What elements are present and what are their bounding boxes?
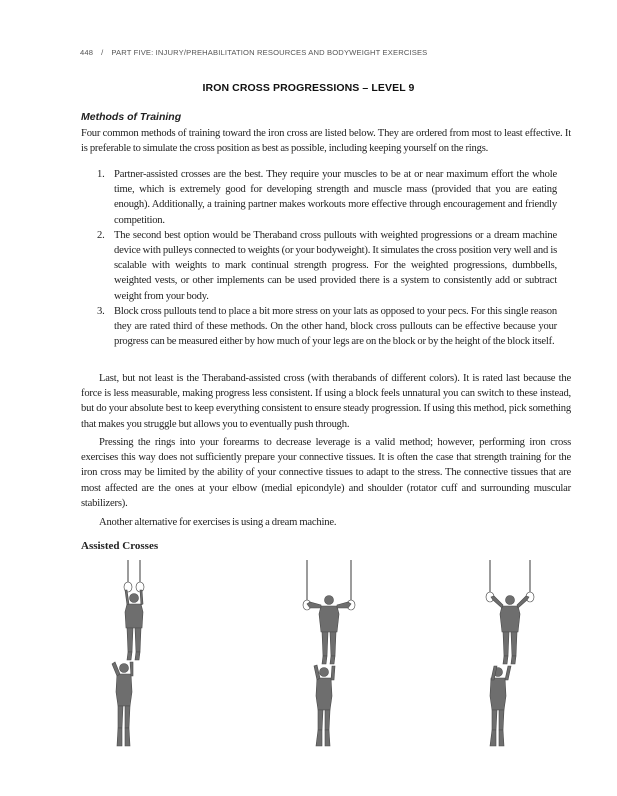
page-number: 448	[80, 48, 94, 57]
list-item-number: 1.	[97, 169, 105, 180]
list-item	[97, 167, 557, 228]
running-head-separator: /	[101, 48, 104, 57]
list-item-text: Partner-assisted crosses are the best. They require your muscles to be at or near maximum effort the whole time, which is extremely good for developing strength and muscle mass (provided that you are eating enough). Additionally, a training partner makes workouts more effective through encouragement and friendly competition.	[114, 169, 557, 226]
list-item-number: 3.	[97, 305, 105, 317]
assisted-crosses-heading: Assisted Crosses	[81, 540, 159, 552]
methods-heading: Methods of Training	[81, 111, 182, 123]
list-item	[97, 228, 557, 304]
partner-assisted-cross-figure-arms-out	[472, 560, 552, 750]
running-head-section: PART FIVE: INJURY/PREHABILITATION RESOURCES AND BODYWEIGHT EXERCISES	[111, 48, 428, 57]
paragraph-dream-machine: Another alternative for exercises is using a dream machine.	[99, 517, 337, 528]
paragraph-pressing-rings: Pressing the rings into your forearms to decrease leverage is a valid method; however, performing iron cross exercises this way does not sufficiently prepare your connective tissues. It is often the case that strength training for the iron cross may be limited by the ability of your connective tissues to adapt to the stress. The connective tissues that are most affected are the ones at your elbow (medial epicondyle) and shoulder (rotator cuff and surrounding muscular stabilizers).	[81, 437, 571, 509]
partner-assisted-cross-figure-arms-bent	[290, 560, 370, 750]
list-item	[97, 304, 557, 350]
list-item-text: The second best option would be Theraband cross pullouts with weighted progressions or a dream machine device with pulleys connected to weights (or your bodyweight). It simulates the cross position very well and is scalable with weights to mark continual strength progress. For the weighted progressions, dumbbells, weighted vests, or other implements can be used provided there is a system to consistently add or subtract weight from your body.	[114, 229, 557, 302]
list-item-number: 2.	[97, 229, 105, 241]
list-item-text: Block cross pullouts tend to place a bit more stress on your lats as opposed to your pecs. For this single reason they are rated third of these methods. On the other hand, block cross pullouts can be effective because your progress can be measured either by how much of your legs are on the block or by the height of the block itself.	[114, 305, 557, 348]
paragraph-theraband: Last, but not least is the Theraband-assisted cross (with therabands of different colors). It is rated last because the force is less measurable, making progress less consistent. If using a block feels unnatural you can switch to these instead, but do your absolute best to keep everything consistent to ensure steady progression. If using this method, pick something that makes you struggle but allows you to eventually push through.	[81, 373, 571, 430]
methods-list	[97, 167, 557, 349]
page-title: IRON CROSS PROGRESSIONS – LEVEL 9	[202, 82, 415, 94]
intro-paragraph: Four common methods of training toward the iron cross are listed below. They are ordered from most to least effective. It is preferable to simulate the cross position as best as possible, including keeping yourself on the rings.	[81, 128, 571, 155]
partner-assisted-cross-figure-arms-down	[100, 560, 170, 750]
running-head	[80, 48, 580, 57]
